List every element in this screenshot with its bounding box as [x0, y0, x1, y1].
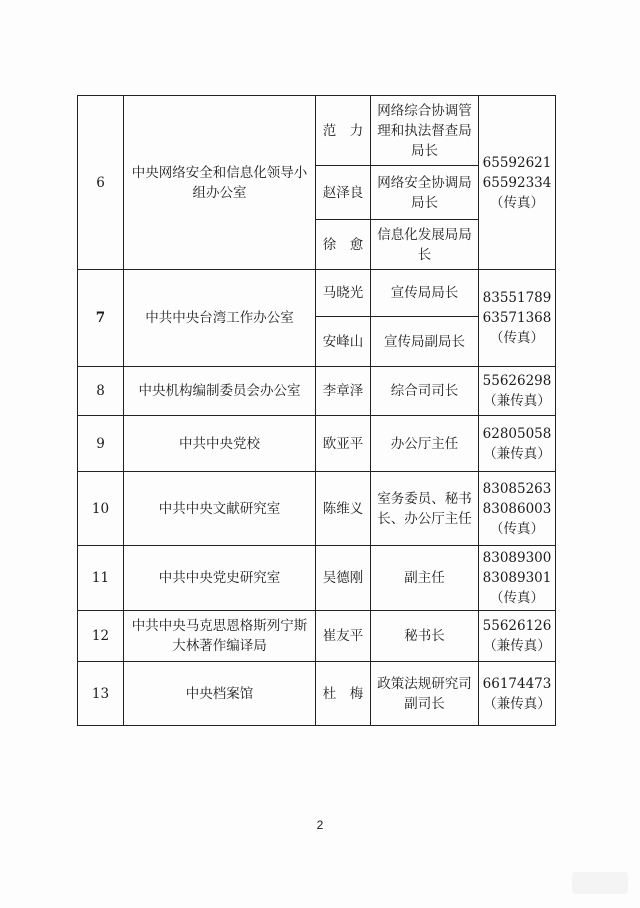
- phone-line: 83089300: [482, 550, 552, 566]
- phone-line: （传真）: [490, 520, 544, 537]
- row-number: 11: [78, 546, 124, 611]
- unit-name: 中共中央马克思恩格斯列宁斯大林著作编译局: [124, 611, 316, 662]
- table-row: [78, 416, 556, 472]
- phone-line: 83086003: [482, 500, 552, 517]
- phone-cell: [479, 546, 556, 611]
- phone-line: 62805058: [482, 425, 552, 442]
- unit-name: 中央档案馆: [124, 662, 316, 726]
- contact-name: 吴德刚: [316, 546, 371, 611]
- phone-line: （传真）: [490, 330, 544, 346]
- phone-cell: [479, 270, 556, 367]
- contact-name: 欧亚平: [316, 416, 371, 472]
- phone-line: 55626126: [482, 618, 552, 634]
- row-number: 10: [78, 472, 124, 546]
- contact-duty: 网络综合协调管理和执法督查局局长: [371, 96, 479, 166]
- contact-name: 陈维义: [316, 472, 371, 546]
- phone-line: 63571368: [482, 310, 552, 326]
- phone-line: 83551789: [482, 290, 552, 306]
- phone-cell: [479, 472, 556, 546]
- row-number: 13: [78, 662, 124, 726]
- phone-line: 83085263: [482, 480, 552, 497]
- phone-line: （兼传真）: [483, 695, 551, 712]
- contact-duty: 室务委员、秘书长、办公厅主任: [371, 472, 479, 546]
- contact-name: 马晓光: [316, 270, 371, 317]
- contact-duty: 副主任: [371, 546, 479, 611]
- contact-table: [77, 95, 556, 726]
- phone-line: （兼传真）: [483, 393, 551, 409]
- phone-line: （传真）: [490, 194, 544, 211]
- table-row: [78, 472, 556, 546]
- table-row: [78, 96, 556, 166]
- phone-line: （兼传真）: [483, 638, 551, 654]
- phone-line: 55626298: [482, 373, 552, 389]
- contact-duty: 信息化发展局局长: [371, 220, 479, 270]
- unit-name: 中共中央党史研究室: [124, 546, 316, 611]
- table-row: [78, 662, 556, 726]
- table-row: [78, 270, 556, 317]
- contact-duty: 宣传局副局长: [371, 317, 479, 367]
- phone-cell: [479, 416, 556, 472]
- table-row: [78, 611, 556, 662]
- contact-duty: 办公厅主任: [371, 416, 479, 472]
- phone-line: 66174473: [482, 675, 552, 692]
- phone-line: （兼传真）: [483, 445, 551, 462]
- contact-name: 杜 梅: [316, 662, 371, 726]
- phone-line: （传真）: [490, 590, 544, 606]
- unit-name: 中央机构编制委员会办公室: [124, 367, 316, 416]
- phone-cell: [479, 611, 556, 662]
- unit-name: 中央网络安全和信息化领导小组办公室: [124, 96, 316, 270]
- phone-line: 65592621: [482, 154, 552, 171]
- row-number: 6: [78, 96, 124, 270]
- contact-name: 李章泽: [316, 367, 371, 416]
- row-number: 7: [78, 270, 124, 367]
- table-row: [78, 546, 556, 611]
- watermark-logo: [572, 872, 628, 894]
- contact-duty: 网络安全协调局局长: [371, 166, 479, 220]
- contact-duty: 综合司司长: [371, 367, 479, 416]
- page-number: 2: [316, 818, 324, 832]
- contact-name: 安峰山: [316, 317, 371, 367]
- phone-cell: [479, 96, 556, 270]
- unit-name: 中共中央台湾工作办公室: [124, 270, 316, 367]
- unit-name: 中共中央文献研究室: [124, 472, 316, 546]
- table-row: [78, 367, 556, 416]
- contact-name: 徐 愈: [316, 220, 371, 270]
- row-number: 8: [78, 367, 124, 416]
- row-number: 9: [78, 416, 124, 472]
- contact-name: 赵泽良: [316, 166, 371, 220]
- phone-cell: [479, 367, 556, 416]
- phone-cell: [479, 662, 556, 726]
- phone-line: 83089301: [482, 570, 552, 586]
- contact-duty: 政策法规研究司副司长: [371, 662, 479, 726]
- contact-duty: 宣传局局长: [371, 270, 479, 317]
- contact-name: 崔友平: [316, 611, 371, 662]
- unit-name: 中共中央党校: [124, 416, 316, 472]
- contact-name: 范 力: [316, 96, 371, 166]
- phone-line: 65592334: [482, 174, 552, 191]
- row-number: 12: [78, 611, 124, 662]
- contact-duty: 秘书长: [371, 611, 479, 662]
